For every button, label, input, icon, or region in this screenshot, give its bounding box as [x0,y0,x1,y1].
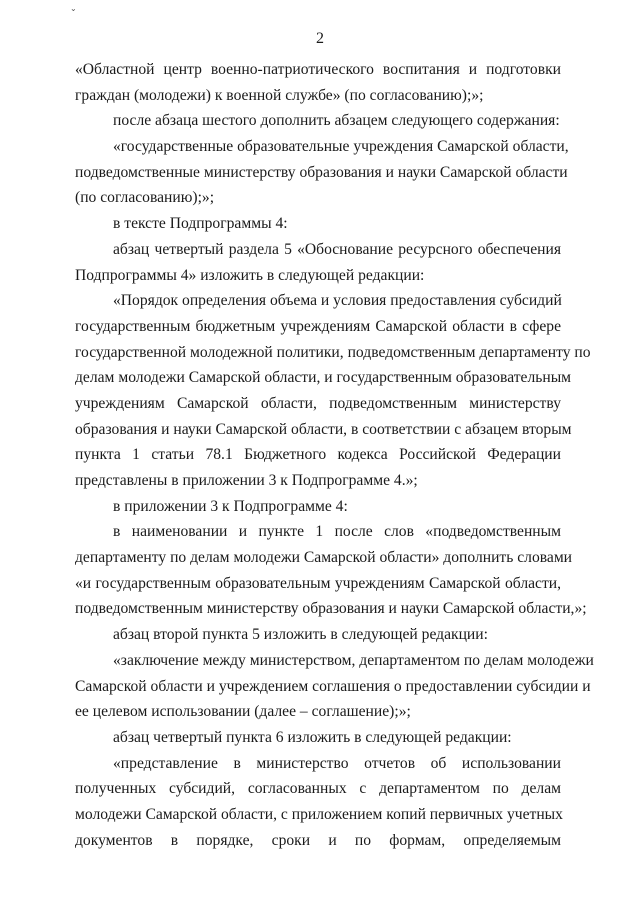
text-line: «заключение между министерством, департаментом по делам молодежи [113,651,594,669]
paragraph [75,57,561,108]
paragraph [75,237,561,288]
text-line: абзац второй пункта 5 изложить в следующей редакции: [113,626,488,644]
text-line: государственным бюджетным учреждениям Самарской области в сфере [75,317,561,335]
text-line: граждан (молодежи) к военной службе» (по согласованию);»; [75,86,484,104]
text-line: пункта 1 статьи 78.1 Бюджетного кодекса Российской Федерации [75,446,561,464]
text-line: государственной молодежной политики, подведомственным департаменту по [75,343,591,361]
text-line: после абзаца шестого дополнить абзацем следующего содержания: [113,112,560,130]
paragraph [75,751,561,854]
paragraph [75,108,561,134]
text-line: образования и науки Самарской области, в соответствии с абзацем вторым [75,420,572,438]
text-line: «Порядок определения объема и условия предоставления субсидий [113,292,562,310]
scan-mark: ⌄ [70,4,77,13]
paragraph [75,648,594,725]
paragraph [75,519,587,622]
text-line: в приложении 3 к Подпрограмме 4: [113,497,348,515]
text-line: «и государственным образовательным учреждениям Самарской области, [75,574,561,592]
text-line: ее целевом использовании (далее – соглашение);»; [75,703,411,721]
text-line: абзац четвертый раздела 5 «Обоснование ресурсного обеспечения [113,240,561,258]
text-line: «представление в министерство отчетов об использовании [113,754,561,772]
text-line: Самарской области и учреждением соглашения о предоставлении субсидии и [75,677,591,695]
paragraph [75,288,591,494]
text-line: подведомственным министерству образования и науки Самарской области,»; [75,600,587,618]
text-line: «Областной центр военно-патриотического воспитания и подготовки [75,61,561,78]
text-line: учреждениям Самарской области, подведомственным министерству [75,394,561,412]
text-line: (по согласованию);»; [75,189,215,207]
text-line: департаменту по делам молодежи Самарской области» дополнить словами [75,549,573,567]
text-line: подведомственные министерству образования и науки Самарской области [75,163,568,181]
text-line: Подпрограммы 4» изложить в следующей редакции: [75,266,425,284]
document-body [75,57,594,853]
text-line: «государственные образовательные учреждения Самарской области, [113,138,569,156]
text-line: в наименовании и пункте 1 после слов «подведомственным [113,523,561,541]
paragraph [75,622,561,648]
text-line: представлены в приложении 3 к Подпрограмме 4.»; [75,472,418,489]
paragraph [75,494,561,520]
text-line: в тексте Подпрограммы 4: [113,215,288,233]
paragraph [75,211,561,237]
paragraph [75,134,569,211]
page-number: 2 [316,30,324,47]
text-line: молодежи Самарской области, с приложением копий первичных учетных [75,805,563,823]
text-line: делам молодежи Самарской области, и государственным образовательным [75,369,572,387]
text-line: полученных субсидий, согласованных с департаментом по делам [75,780,561,798]
paragraph [75,725,561,751]
text-line: документов в порядке, сроки и по формам, определяемым [75,831,561,849]
text-line: абзац четвертый пункта 6 изложить в следующей редакции: [113,728,512,746]
